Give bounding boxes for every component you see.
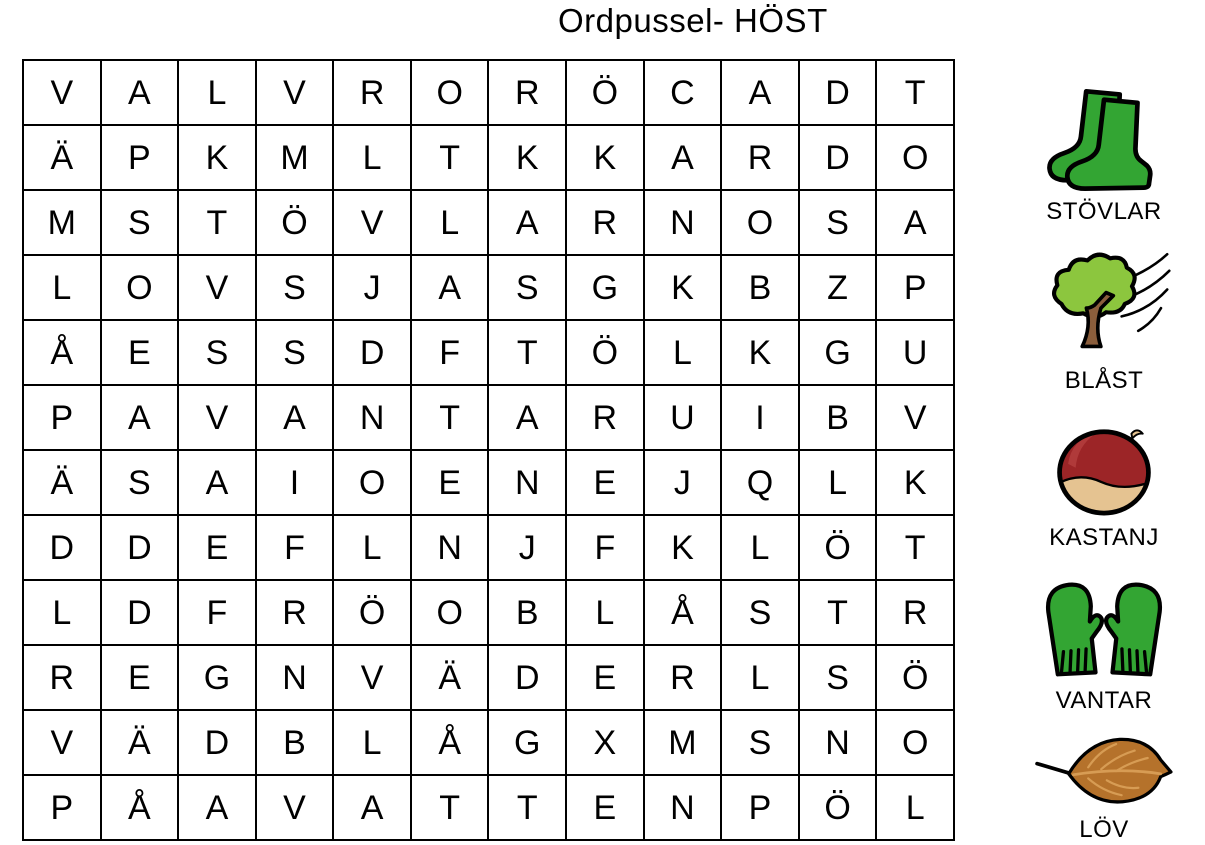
grid-cell: L <box>721 515 799 580</box>
grid-cell: V <box>23 710 101 775</box>
grid-cell: L <box>23 255 101 320</box>
grid-cell: B <box>488 580 566 645</box>
grid-cell: T <box>488 320 566 385</box>
clue-lov <box>1016 732 1192 844</box>
grid-cell: Ö <box>876 645 954 710</box>
grid-row <box>23 710 954 775</box>
clue-vantar <box>1016 578 1192 715</box>
grid-cell: R <box>876 580 954 645</box>
grid-cell: N <box>644 775 722 840</box>
grid-cell: N <box>799 710 877 775</box>
grid-cell: T <box>178 190 256 255</box>
grid-cell: J <box>333 255 411 320</box>
grid-cell: E <box>101 320 179 385</box>
grid-row <box>23 450 954 515</box>
grid-cell: P <box>876 255 954 320</box>
grid-cell: T <box>411 775 489 840</box>
grid-cell: Z <box>799 255 877 320</box>
grid-cell: N <box>411 515 489 580</box>
grid-cell: Å <box>411 710 489 775</box>
leaf-icon <box>1034 732 1174 811</box>
grid-cell: D <box>101 580 179 645</box>
grid-cell: T <box>488 775 566 840</box>
grid-cell: A <box>178 775 256 840</box>
grid-cell: E <box>566 775 644 840</box>
grid-cell: R <box>333 60 411 125</box>
grid-cell: R <box>721 125 799 190</box>
grid-cell: Ö <box>333 580 411 645</box>
grid-cell: G <box>799 320 877 385</box>
grid-cell: V <box>23 60 101 125</box>
grid-cell: R <box>566 385 644 450</box>
grid-cell: V <box>256 60 334 125</box>
grid-cell: Ö <box>566 60 644 125</box>
grid-cell: D <box>333 320 411 385</box>
grid-cell: T <box>799 580 877 645</box>
grid-cell: R <box>488 60 566 125</box>
grid-body <box>23 60 954 840</box>
grid-cell: Å <box>23 320 101 385</box>
grid-cell: L <box>333 710 411 775</box>
grid-cell: Ö <box>799 775 877 840</box>
grid-cell: F <box>411 320 489 385</box>
grid-cell: P <box>23 775 101 840</box>
grid-cell: U <box>876 320 954 385</box>
grid-cell: L <box>876 775 954 840</box>
grid-cell: L <box>178 60 256 125</box>
grid-cell: S <box>721 710 799 775</box>
grid-cell: U <box>644 385 722 450</box>
grid-row <box>23 645 954 710</box>
grid-cell: R <box>644 645 722 710</box>
clue-kastanj <box>1016 424 1192 552</box>
grid-row <box>23 320 954 385</box>
grid-cell: T <box>876 60 954 125</box>
grid-cell: A <box>256 385 334 450</box>
grid-cell: E <box>566 450 644 515</box>
grid-cell: N <box>333 385 411 450</box>
grid-cell: T <box>876 515 954 580</box>
grid-cell: P <box>101 125 179 190</box>
grid-cell: L <box>721 645 799 710</box>
grid-cell: K <box>721 320 799 385</box>
grid-cell: D <box>101 515 179 580</box>
grid-cell: V <box>876 385 954 450</box>
grid-cell: Å <box>644 580 722 645</box>
grid-row <box>23 255 954 320</box>
grid-row <box>23 775 954 840</box>
grid-cell: F <box>566 515 644 580</box>
grid-cell: S <box>488 255 566 320</box>
grid-cell: K <box>488 125 566 190</box>
grid-cell: Ä <box>23 450 101 515</box>
grid-cell: Q <box>721 450 799 515</box>
clue-label: KASTANJ <box>1049 524 1159 551</box>
mittens-icon <box>1038 578 1170 682</box>
grid-cell: A <box>333 775 411 840</box>
grid-cell: R <box>566 190 644 255</box>
grid-cell: K <box>178 125 256 190</box>
grid-cell: K <box>566 125 644 190</box>
grid-row <box>23 125 954 190</box>
grid-cell: C <box>644 60 722 125</box>
grid-row <box>23 60 954 125</box>
grid-cell: D <box>488 645 566 710</box>
grid-cell: Ä <box>411 645 489 710</box>
grid-cell: B <box>799 385 877 450</box>
word-search-grid <box>22 59 955 841</box>
grid-row <box>23 515 954 580</box>
grid-cell: S <box>256 320 334 385</box>
grid-cell: J <box>488 515 566 580</box>
grid-cell: G <box>178 645 256 710</box>
grid-cell: A <box>644 125 722 190</box>
grid-cell: Ö <box>256 190 334 255</box>
grid-cell: J <box>644 450 722 515</box>
grid-cell: S <box>799 190 877 255</box>
grid-cell: X <box>566 710 644 775</box>
grid-cell: Ö <box>566 320 644 385</box>
grid-cell: N <box>256 645 334 710</box>
grid-cell: T <box>411 125 489 190</box>
grid-cell: E <box>566 645 644 710</box>
grid-cell: O <box>721 190 799 255</box>
grid-cell: M <box>256 125 334 190</box>
grid-cell: S <box>799 645 877 710</box>
grid-cell: I <box>721 385 799 450</box>
grid-cell: T <box>411 385 489 450</box>
grid-cell: R <box>23 645 101 710</box>
grid-cell: V <box>256 775 334 840</box>
grid-cell: O <box>876 710 954 775</box>
grid-cell: K <box>644 255 722 320</box>
grid-cell: F <box>178 580 256 645</box>
grid-cell: L <box>644 320 722 385</box>
grid-cell: D <box>178 710 256 775</box>
clue-label: LÖV <box>1079 816 1129 843</box>
grid-cell: V <box>178 255 256 320</box>
grid-cell: R <box>256 580 334 645</box>
grid-row <box>23 190 954 255</box>
grid-row <box>23 385 954 450</box>
grid-cell: A <box>411 255 489 320</box>
page-title: Ordpussel- HÖST <box>558 2 828 39</box>
grid-cell: S <box>101 190 179 255</box>
grid-cell: P <box>721 775 799 840</box>
grid-cell: A <box>721 60 799 125</box>
grid-cell: D <box>799 125 877 190</box>
grid-cell: M <box>644 710 722 775</box>
clue-label: BLÅST <box>1064 367 1144 394</box>
clue-stovlar <box>1016 88 1192 226</box>
grid-cell: O <box>876 125 954 190</box>
grid-cell: Ö <box>799 515 877 580</box>
clue-label: STÖVLAR <box>1046 198 1162 225</box>
grid-cell: O <box>101 255 179 320</box>
grid-cell: P <box>23 385 101 450</box>
grid-cell: L <box>411 190 489 255</box>
grid-cell: E <box>178 515 256 580</box>
grid-cell: Ä <box>23 125 101 190</box>
windy-tree-icon <box>1036 248 1172 362</box>
grid-cell: G <box>488 710 566 775</box>
grid-cell: A <box>101 385 179 450</box>
grid-cell: B <box>256 710 334 775</box>
grid-cell: V <box>333 190 411 255</box>
grid-cell: N <box>644 190 722 255</box>
grid-cell: B <box>721 255 799 320</box>
grid-cell: L <box>566 580 644 645</box>
clue-blast <box>1016 248 1192 395</box>
grid-cell: G <box>566 255 644 320</box>
grid-cell: E <box>411 450 489 515</box>
grid-cell: A <box>488 385 566 450</box>
grid-cell: O <box>411 60 489 125</box>
grid-cell: O <box>411 580 489 645</box>
grid-cell: Ä <box>101 710 179 775</box>
chestnut-icon <box>1052 424 1156 519</box>
grid-cell: M <box>23 190 101 255</box>
grid-cell: L <box>333 125 411 190</box>
grid-cell: A <box>178 450 256 515</box>
grid-cell: V <box>178 385 256 450</box>
grid-cell: F <box>256 515 334 580</box>
grid-cell: I <box>256 450 334 515</box>
grid-cell: K <box>644 515 722 580</box>
boots-icon <box>1037 88 1171 193</box>
grid-cell: A <box>876 190 954 255</box>
grid-cell: S <box>721 580 799 645</box>
grid-cell: E <box>101 645 179 710</box>
grid-cell: A <box>101 60 179 125</box>
grid-cell: S <box>256 255 334 320</box>
clue-label: VANTAR <box>1055 687 1153 714</box>
grid-cell: N <box>488 450 566 515</box>
grid-cell: D <box>799 60 877 125</box>
grid-cell: V <box>333 645 411 710</box>
grid-cell: K <box>876 450 954 515</box>
grid-cell: L <box>799 450 877 515</box>
grid-cell: D <box>23 515 101 580</box>
grid-cell: A <box>488 190 566 255</box>
grid-cell: O <box>333 450 411 515</box>
grid-cell: S <box>178 320 256 385</box>
grid-cell: S <box>101 450 179 515</box>
grid-cell: L <box>333 515 411 580</box>
grid-cell: Å <box>101 775 179 840</box>
grid-row <box>23 580 954 645</box>
grid-cell: L <box>23 580 101 645</box>
